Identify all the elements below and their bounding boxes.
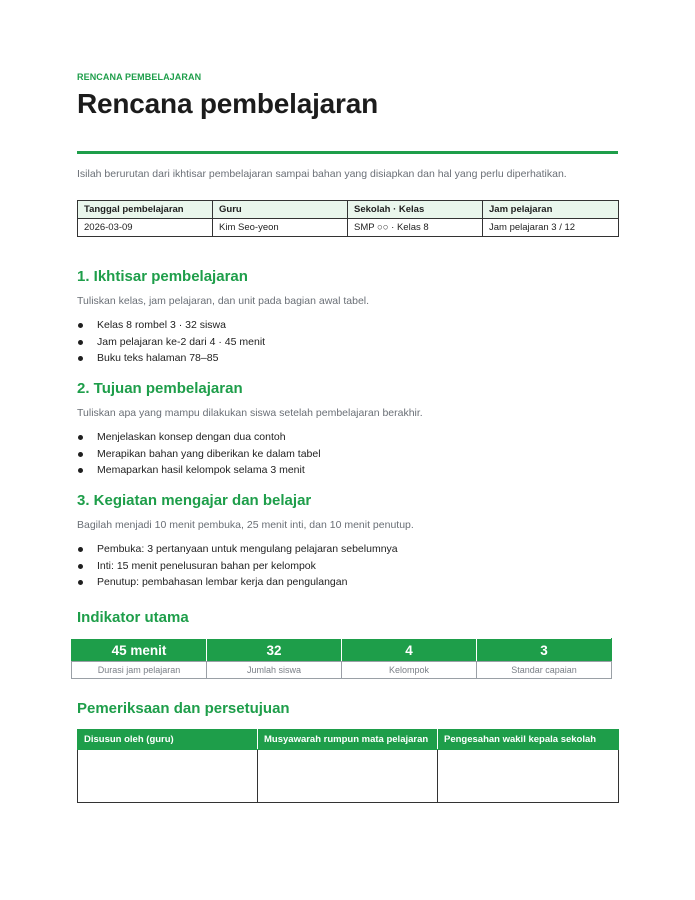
- list-item: [77, 574, 618, 591]
- meta-value-row: [78, 219, 619, 237]
- indicator-value-row: [72, 639, 612, 662]
- indicator-label-row: [72, 662, 612, 679]
- list-item-text: Merapikan bahan yang diberikan ke dalam tabel: [97, 447, 321, 460]
- meta-header-teacher: Guru: [213, 201, 348, 219]
- page-title: Rencana pembelajaran: [77, 88, 379, 119]
- bullet-icon: [78, 452, 83, 457]
- meta-header-date: Tanggal pembelajaran: [78, 201, 213, 219]
- section-description: Bagilah menjadi 10 menit pembuka, 25 menit inti, dan 10 menit penutup.: [77, 519, 414, 531]
- meta-value-teacher: Kim Seo-yeon: [213, 219, 348, 237]
- meta-value-school: SMP ○○ · Kelas 8: [348, 219, 483, 237]
- bullet-list: [77, 317, 618, 367]
- intro-text: Isilah berurutan dari ikhtisar pembelajaran sampai bahan yang disiapkan dan hal yang perlu diperhatikan.: [77, 168, 567, 180]
- list-item-text: Kelas 8 rombel 3 · 32 siswa: [97, 319, 226, 331]
- indicator-value: 3: [477, 639, 612, 662]
- list-item-text: Memaparkan hasil kelompok selama 3 menit: [97, 464, 305, 476]
- bullet-icon: [78, 564, 83, 569]
- list-item-text: Penutup: pembahasan lembar kerja dan pengulangan: [97, 576, 348, 588]
- indicators-title: Indikator utama: [77, 609, 189, 626]
- list-item: [77, 334, 618, 351]
- approval-header-vice-principal: Pengesahan wakil kepala sekolah: [438, 730, 619, 750]
- approval-table: [77, 729, 619, 803]
- approval-header-row: [78, 730, 619, 750]
- meta-header-school: Sekolah · Kelas: [348, 201, 483, 219]
- list-item: [77, 541, 618, 558]
- list-item: [77, 462, 618, 479]
- signature-cell-teacher[interactable]: [78, 750, 258, 803]
- bullet-icon: [78, 468, 83, 473]
- section-objectives: [77, 380, 618, 479]
- bullet-icon: [78, 435, 83, 440]
- indicator-value: 32: [207, 639, 342, 662]
- meta-value-date: 2026-03-09: [78, 219, 213, 237]
- title-divider: [77, 151, 618, 154]
- meta-header-period: Jam pelajaran: [483, 201, 619, 219]
- bullet-icon: [78, 356, 83, 361]
- section-title: 2. Tujuan pembelajaran: [77, 380, 243, 397]
- approval-header-subject-group: Musyawarah rumpun mata pelajaran: [258, 730, 438, 750]
- list-item-text: Inti: 15 menit penelusuran bahan per kelompok: [97, 559, 316, 572]
- indicator-value: 45 menit: [72, 639, 207, 662]
- meta-table: [77, 200, 619, 237]
- indicator-label: Durasi jam pelajaran: [72, 662, 207, 679]
- bullet-icon: [78, 580, 83, 585]
- document-kicker: RENCANA PEMBELAJARAN: [77, 72, 202, 82]
- list-item: [77, 429, 618, 446]
- meta-header-row: [78, 201, 619, 219]
- bullet-list: [77, 541, 618, 591]
- bullet-icon: [78, 323, 83, 328]
- indicator-value: 4: [342, 639, 477, 662]
- section-description: Tuliskan kelas, jam pelajaran, dan unit pada bagian awal tabel.: [77, 295, 370, 307]
- bullet-icon: [78, 547, 83, 552]
- indicators-table: [71, 638, 612, 679]
- list-item: [77, 558, 618, 575]
- section-description: Tuliskan apa yang mampu dilakukan siswa setelah pembelajaran berakhir.: [77, 407, 423, 419]
- list-item: [77, 317, 618, 334]
- list-item-text: Jam pelajaran ke-2 dari 4 · 45 menit: [97, 335, 266, 348]
- section-title: 1. Ikhtisar pembelajaran: [77, 268, 248, 285]
- signature-cell-vice-principal[interactable]: [438, 750, 619, 803]
- indicator-label: Jumlah siswa: [207, 662, 342, 679]
- approval-header-teacher: Disusun oleh (guru): [78, 730, 258, 750]
- list-item-text: Pembuka: 3 pertanyaan untuk mengulang pelajaran sebelumnya: [97, 543, 398, 555]
- meta-value-period: Jam pelajaran 3 / 12: [483, 219, 619, 237]
- approval-title: Pemeriksaan dan persetujuan: [77, 700, 290, 717]
- approval-signature-row: [78, 750, 619, 803]
- section-activities: [77, 492, 618, 591]
- list-item: [77, 350, 618, 367]
- bullet-icon: [78, 340, 83, 345]
- signature-cell-subject-group[interactable]: [258, 750, 438, 803]
- section-title: 3. Kegiatan mengajar dan belajar: [77, 492, 312, 509]
- list-item: [77, 446, 618, 463]
- list-item-text: Menjelaskan konsep dengan dua contoh: [97, 431, 286, 443]
- section-overview: [77, 268, 618, 367]
- bullet-list: [77, 429, 618, 479]
- indicator-label: Kelompok: [342, 662, 477, 679]
- list-item-text: Buku teks halaman 78–85: [97, 352, 219, 364]
- indicator-label: Standar capaian: [477, 662, 612, 679]
